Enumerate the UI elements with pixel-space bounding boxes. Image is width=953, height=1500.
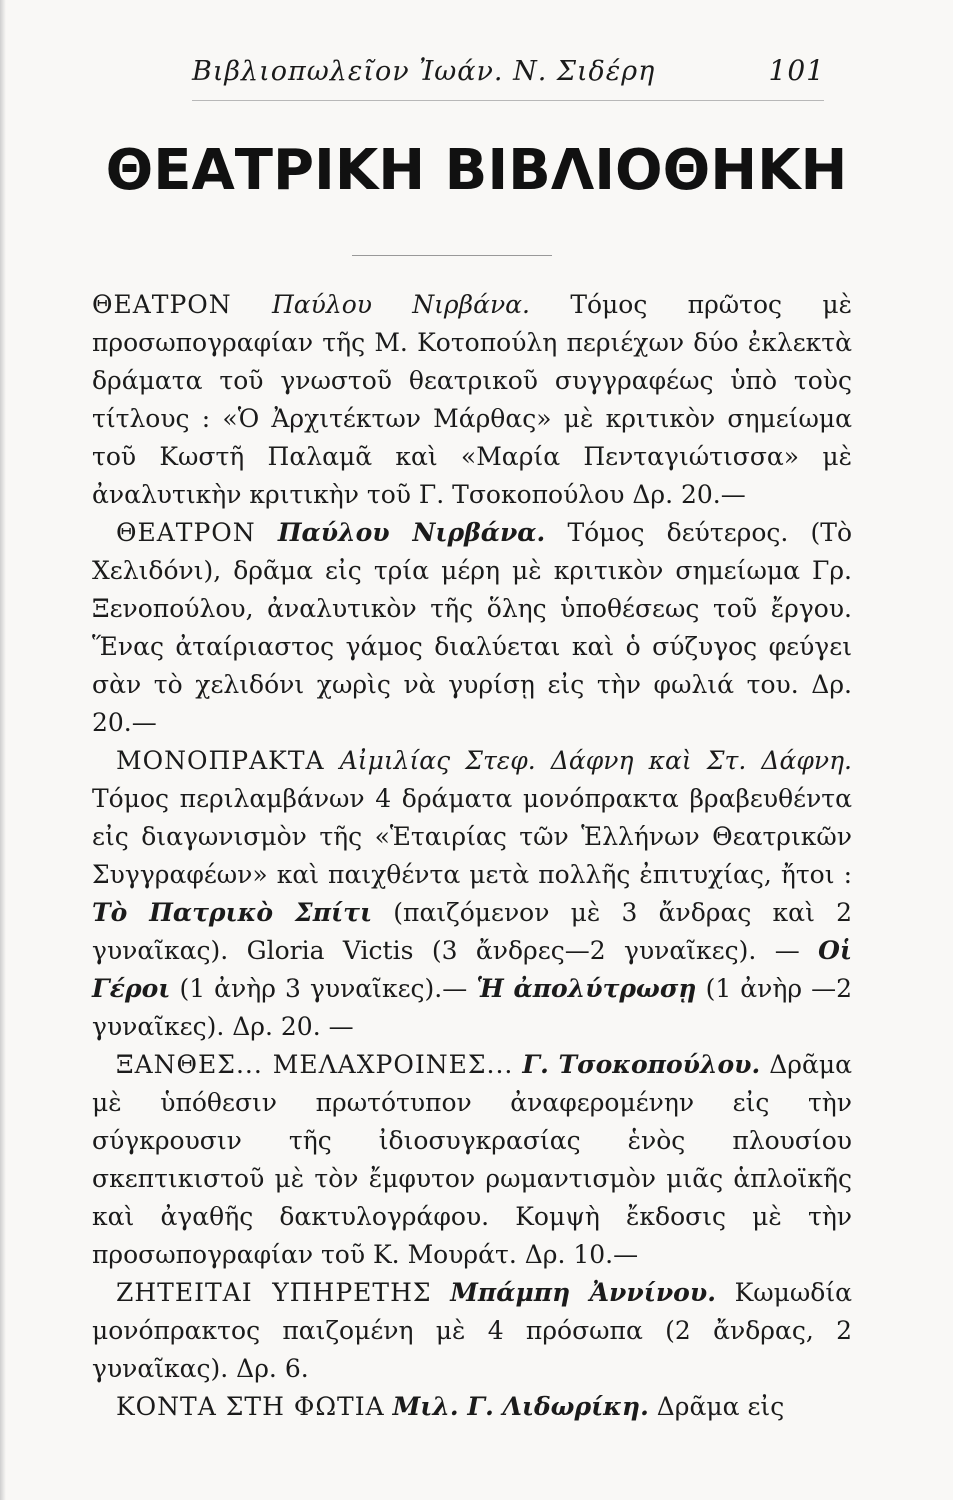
running-head-text: Βιβλιοπωλεῖον Ἰωάν. Ν. Σιδέρη bbox=[192, 56, 656, 87]
entry-description: Τόμος δεύτερος. (Τὸ Χελιδόνι), δρᾶμα εἰς τρία μέρη μὲ κριτικὸν σημείωμα Γρ. Ξενοπούλου, ἀναλυτικὸν τῆς ὅλης ὑποθέσεως τοῦ ἔργου. Ἕνας ἀταίριαστος γάμος διαλύεται καὶ ὁ σύζυγος φεύγει σὰν τὸ χελιδόνι χωρὶς νὰ γυρίσῃ εἰς τὴν φωλιά του. Δρ. 20.— bbox=[92, 518, 852, 737]
page-title: ΘΕΑΤΡΙΚΗ ΒΙΒΛΙΟΘΗΚΗ bbox=[105, 138, 848, 203]
entry-name: ΚΟΝΤΑ ΣΤΗ ΦΩΤΙΑ bbox=[116, 1392, 385, 1421]
work-title: Τὸ Πατρικὸ Σπίτι bbox=[92, 898, 373, 927]
entry-author: Γ. Τσοκοπούλου. bbox=[522, 1050, 761, 1079]
entry-name: ΞΑΝΘΕΣ... ΜΕΛΑΧΡΟΙΝΕΣ... bbox=[116, 1050, 514, 1079]
entry-description: Τόμος πρῶτος μὲ προσωπογραφίαν τῆς Μ. Κοτοπούλη περιέχων δύο ἐκλεκτὰ δράματα τοῦ γνωστοῦ θεατρικοῦ συγγραφέως ὑπὸ τοὺς τίτλους : «Ὁ Ἀρχιτέκτων Μάρθας» μὲ κριτικὸν σημείωμα τοῦ Κωστῆ Παλαμᾶ καὶ «Μαρία Πενταγιώτισσα» μὲ ἀναλυτικὴν κριτικὴν τοῦ Γ. Τσοκοπούλου Δρ. 20.— bbox=[92, 290, 852, 509]
work-note: (1 ἀνὴρ 3 γυναῖκες).— bbox=[179, 974, 468, 1003]
catalog-entry bbox=[92, 514, 852, 742]
running-head bbox=[192, 52, 825, 92]
catalog-entry bbox=[92, 1388, 852, 1426]
work-note: (3 ἄνδρες—2 γυναῖκες). — bbox=[431, 936, 800, 965]
catalog-entry bbox=[92, 286, 852, 514]
entry-description: Δρᾶμα μὲ ὑπόθεσιν πρωτότυπον ἀναφερομένην εἰς τὴν σύγκρουσιν τῆς ἰδιοσυγκρασίας ἑνὸς πλουσίου σκεπτικιστοῦ μὲ τὸν ἔμφυτον ρωμαντισμὸν μιᾶς ἁπλοϊκῆς καὶ ἀγαθῆς δακτυλογράφου. Κομψὴ ἔκδοσις μὲ τὴν προσωπογραφίαν τοῦ Κ. Μουράτ. Δρ. 10.— bbox=[92, 1050, 852, 1269]
catalog-entry bbox=[92, 742, 852, 1046]
entry-description: Τόμος περιλαμβάνων 4 δράματα μονόπρακτα βραβευθέντα εἰς διαγωνισμὸν τῆς «Ἑταιρίας τῶν Ἑλλήνων Θεατρικῶν Συγγραφέων» καὶ παιχθέντα μετὰ πολλῆς ἐπιτυχίας, ἤτοι : bbox=[92, 784, 852, 889]
entry-author: Παύλου Νιρβάνα. bbox=[271, 290, 530, 319]
entry-author: Αἰμιλίας Στεφ. Δάφνη καὶ Στ. Δάφνη. bbox=[339, 746, 852, 775]
work-title: Ἡ ἀπολύτρωσῃ bbox=[476, 974, 697, 1003]
work-note: (παιζόμενον μὲ 3 ἄνδρας καὶ 2 γυναῖκας). bbox=[92, 898, 852, 965]
entry-author: Παύλου Νιρβάνα. bbox=[277, 518, 546, 547]
entry-name: ΘΕΑΤΡΟΝ bbox=[92, 290, 232, 319]
catalog-body bbox=[92, 286, 852, 1426]
catalog-entry bbox=[92, 1046, 852, 1274]
entry-name: ΖΗΤΕΙΤΑΙ ΥΠΗΡΕΤΗΣ bbox=[116, 1278, 432, 1307]
work-title: Οἱ Γέροι bbox=[92, 936, 853, 1003]
entry-name: ΘΕΑΤΡΟΝ bbox=[116, 518, 256, 547]
entry-description: Κωμωδία μονόπρακτος παιζομένη μὲ 4 πρόσωπα (2 ἄνδρας, 2 γυναῖκας). Δρ. 6. bbox=[92, 1278, 853, 1383]
entry-author: Μπάμπη Ἀννίνου. bbox=[450, 1278, 716, 1307]
page-number: 101 bbox=[768, 54, 825, 87]
binding-edge bbox=[0, 0, 6, 1500]
entry-name: ΜΟΝΟΠΡΑΚΤΑ bbox=[116, 746, 325, 775]
work-title: Gloria Victis bbox=[246, 936, 414, 965]
work-note: (1 ἀνὴρ —2 γυναῖκες). Δρ. 20. — bbox=[92, 974, 853, 1041]
entry-author: Μιλ. Γ. Λιδωρίκη. bbox=[392, 1392, 649, 1421]
header-rule bbox=[192, 100, 824, 101]
entry-description: Δρᾶμα εἰς bbox=[656, 1392, 785, 1421]
catalog-entry bbox=[92, 1274, 852, 1388]
title-rule bbox=[352, 255, 552, 256]
